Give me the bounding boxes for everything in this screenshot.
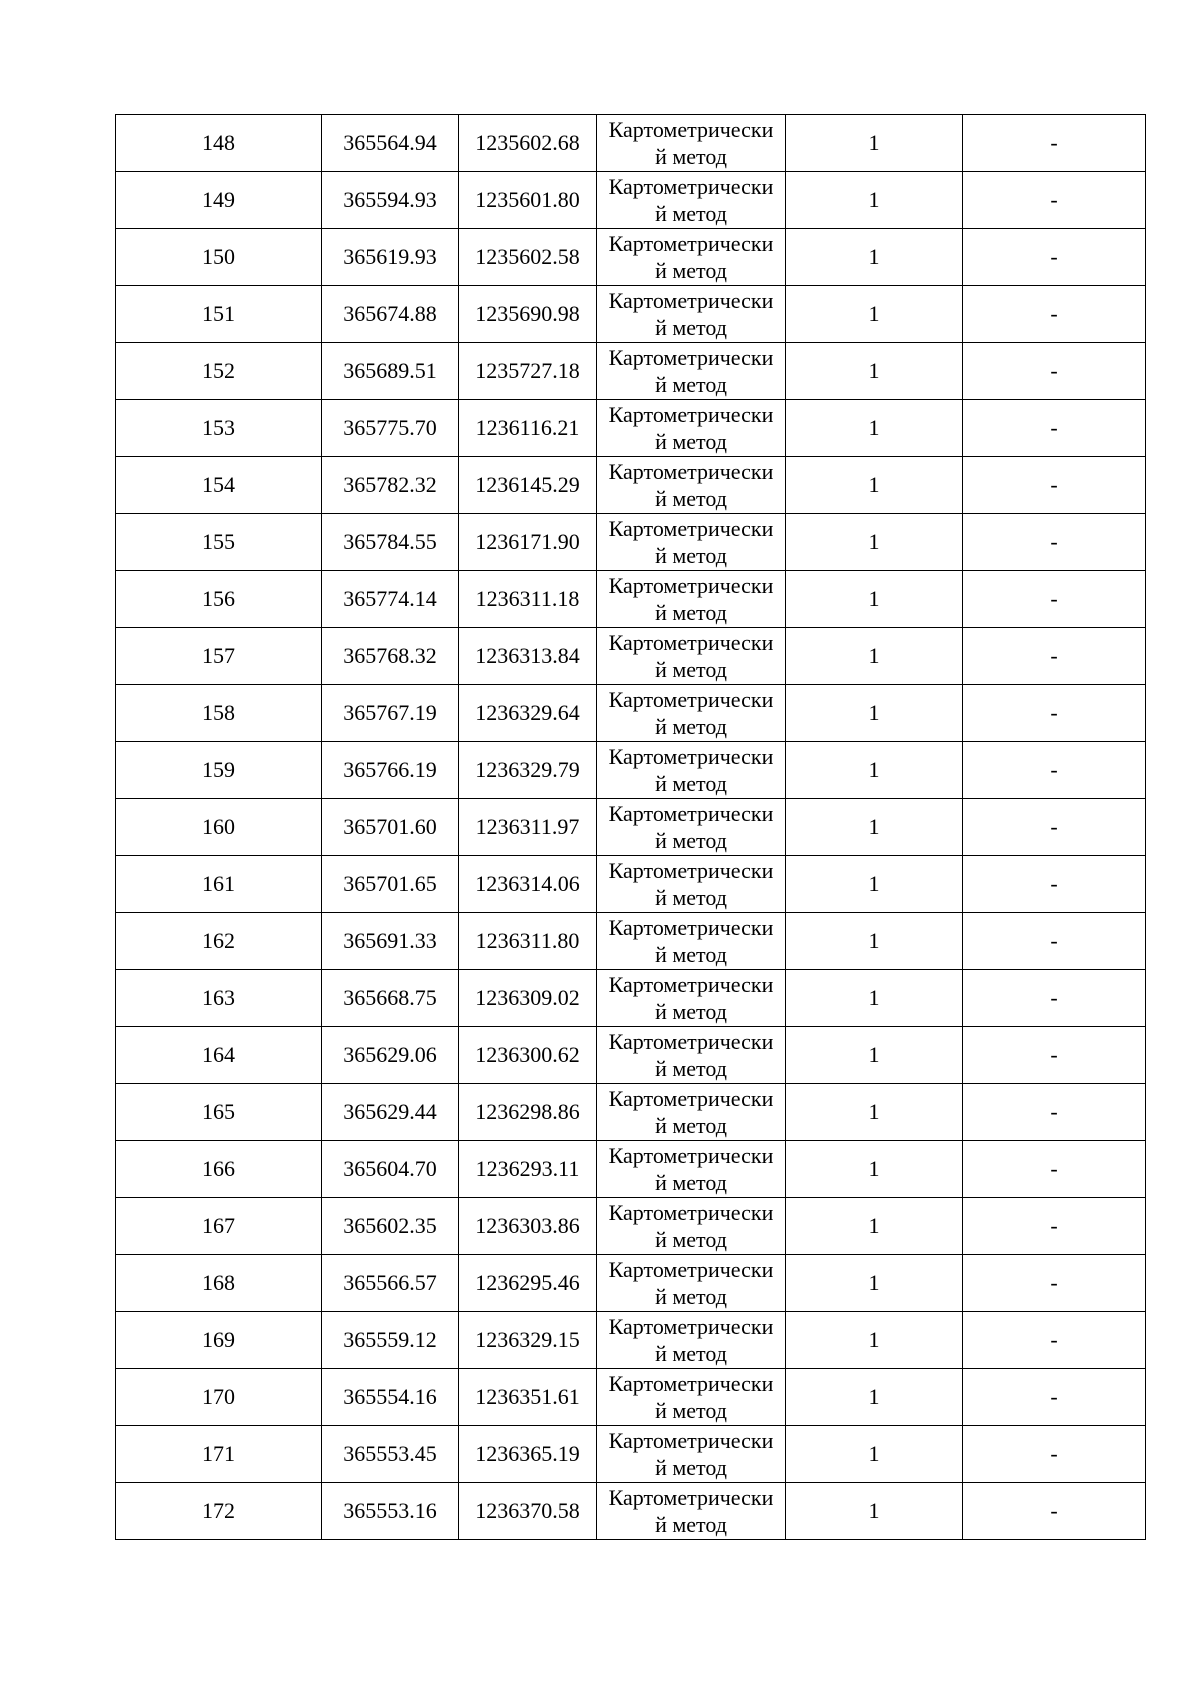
description-cell: - [963,286,1146,343]
accuracy-cell: 1 [786,571,963,628]
table-row [116,913,1146,970]
method-cell [597,1084,786,1141]
method-line-2: й метод [655,1227,727,1252]
method-line-1: Картометрически [608,915,774,940]
accuracy-cell: 1 [786,742,963,799]
table-row [116,1141,1146,1198]
point-number-cell: 153 [116,400,322,457]
y-coordinate-cell: 1236351.61 [459,1369,597,1426]
method-cell [597,685,786,742]
x-coordinate-cell: 365768.32 [322,628,459,685]
table-row [116,1084,1146,1141]
point-number-cell: 172 [116,1483,322,1540]
description-cell: - [963,115,1146,172]
accuracy-cell: 1 [786,343,963,400]
y-coordinate-cell: 1235690.98 [459,286,597,343]
y-coordinate-cell: 1236295.46 [459,1255,597,1312]
description-cell: - [963,856,1146,913]
x-coordinate-cell: 365774.14 [322,571,459,628]
y-coordinate-cell: 1235602.68 [459,115,597,172]
accuracy-cell: 1 [786,799,963,856]
coordinates-table [115,114,1146,1540]
method-line-1: Картометрически [608,402,774,427]
x-coordinate-cell: 365619.93 [322,229,459,286]
point-number-cell: 167 [116,1198,322,1255]
y-coordinate-cell: 1236145.29 [459,457,597,514]
y-coordinate-cell: 1236370.58 [459,1483,597,1540]
method-cell [597,343,786,400]
x-coordinate-cell: 365594.93 [322,172,459,229]
method-cell [597,1198,786,1255]
point-number-cell: 151 [116,286,322,343]
y-coordinate-cell: 1236303.86 [459,1198,597,1255]
table-row [116,172,1146,229]
x-coordinate-cell: 365602.35 [322,1198,459,1255]
description-cell: - [963,1312,1146,1369]
x-coordinate-cell: 365553.45 [322,1426,459,1483]
method-line-2: й метод [655,543,727,568]
accuracy-cell: 1 [786,856,963,913]
point-number-cell: 160 [116,799,322,856]
y-coordinate-cell: 1235601.80 [459,172,597,229]
table-row [116,457,1146,514]
description-cell: - [963,514,1146,571]
method-line-2: й метод [655,600,727,625]
description-cell: - [963,229,1146,286]
point-number-cell: 159 [116,742,322,799]
table-row [116,514,1146,571]
table-row [116,1255,1146,1312]
method-line-2: й метод [655,258,727,283]
method-line-1: Картометрически [608,1086,774,1111]
method-cell [597,1369,786,1426]
y-coordinate-cell: 1236365.19 [459,1426,597,1483]
description-cell: - [963,343,1146,400]
method-cell [597,172,786,229]
point-number-cell: 164 [116,1027,322,1084]
y-coordinate-cell: 1236300.62 [459,1027,597,1084]
method-line-1: Картометрически [608,630,774,655]
point-number-cell: 150 [116,229,322,286]
x-coordinate-cell: 365775.70 [322,400,459,457]
method-line-2: й метод [655,942,727,967]
accuracy-cell: 1 [786,1141,963,1198]
description-cell: - [963,400,1146,457]
method-line-2: й метод [655,1170,727,1195]
description-cell: - [963,1027,1146,1084]
table-row [116,400,1146,457]
method-line-2: й метод [655,1398,727,1423]
y-coordinate-cell: 1236329.64 [459,685,597,742]
point-number-cell: 165 [116,1084,322,1141]
description-cell: - [963,457,1146,514]
description-cell: - [963,628,1146,685]
x-coordinate-cell: 365553.16 [322,1483,459,1540]
accuracy-cell: 1 [786,400,963,457]
method-line-1: Картометрически [608,231,774,256]
table-row [116,343,1146,400]
y-coordinate-cell: 1236314.06 [459,856,597,913]
method-line-1: Картометрически [608,744,774,769]
method-line-1: Картометрически [608,801,774,826]
table-row [116,1312,1146,1369]
table-row [116,628,1146,685]
y-coordinate-cell: 1236313.84 [459,628,597,685]
description-cell: - [963,1369,1146,1426]
table-row [116,115,1146,172]
method-cell [597,856,786,913]
method-line-2: й метод [655,828,727,853]
method-cell [597,400,786,457]
y-coordinate-cell: 1235727.18 [459,343,597,400]
method-cell [597,970,786,1027]
x-coordinate-cell: 365689.51 [322,343,459,400]
x-coordinate-cell: 365782.32 [322,457,459,514]
y-coordinate-cell: 1236293.11 [459,1141,597,1198]
method-line-2: й метод [655,201,727,226]
point-number-cell: 155 [116,514,322,571]
point-number-cell: 166 [116,1141,322,1198]
y-coordinate-cell: 1236309.02 [459,970,597,1027]
accuracy-cell: 1 [786,628,963,685]
method-cell [597,1312,786,1369]
table-row [116,856,1146,913]
accuracy-cell: 1 [786,1084,963,1141]
accuracy-cell: 1 [786,514,963,571]
accuracy-cell: 1 [786,1255,963,1312]
method-line-1: Картометрически [608,1143,774,1168]
x-coordinate-cell: 365701.65 [322,856,459,913]
method-line-2: й метод [655,315,727,340]
table-row [116,1369,1146,1426]
x-coordinate-cell: 365566.57 [322,1255,459,1312]
method-cell [597,229,786,286]
table-row [116,970,1146,1027]
accuracy-cell: 1 [786,1312,963,1369]
description-cell: - [963,1483,1146,1540]
method-line-2: й метод [655,1341,727,1366]
method-line-1: Картометрически [608,972,774,997]
accuracy-cell: 1 [786,115,963,172]
method-cell [597,1483,786,1540]
method-line-2: й метод [655,999,727,1024]
point-number-cell: 154 [116,457,322,514]
table-row [116,685,1146,742]
method-cell [597,571,786,628]
accuracy-cell: 1 [786,229,963,286]
method-line-2: й метод [655,1113,727,1138]
accuracy-cell: 1 [786,1483,963,1540]
method-line-2: й метод [655,771,727,796]
x-coordinate-cell: 365629.44 [322,1084,459,1141]
table-row [116,571,1146,628]
table-row [116,1198,1146,1255]
y-coordinate-cell: 1236311.80 [459,913,597,970]
method-line-1: Картометрически [608,1029,774,1054]
table-row [116,1027,1146,1084]
method-line-1: Картометрически [608,1485,774,1510]
point-number-cell: 169 [116,1312,322,1369]
accuracy-cell: 1 [786,1198,963,1255]
point-number-cell: 156 [116,571,322,628]
method-line-1: Картометрически [608,174,774,199]
method-line-2: й метод [655,1455,727,1480]
coordinates-table-body [116,115,1146,1540]
method-line-1: Картометрически [608,1257,774,1282]
method-line-1: Картометрически [608,288,774,313]
y-coordinate-cell: 1236329.15 [459,1312,597,1369]
x-coordinate-cell: 365668.75 [322,970,459,1027]
method-cell [597,742,786,799]
x-coordinate-cell: 365554.16 [322,1369,459,1426]
method-cell [597,799,786,856]
method-line-2: й метод [655,885,727,910]
method-line-2: й метод [655,714,727,739]
description-cell: - [963,742,1146,799]
table-row [116,1483,1146,1540]
method-line-2: й метод [655,372,727,397]
point-number-cell: 148 [116,115,322,172]
method-line-1: Картометрически [608,858,774,883]
point-number-cell: 152 [116,343,322,400]
method-cell [597,457,786,514]
description-cell: - [963,1141,1146,1198]
point-number-cell: 158 [116,685,322,742]
table-row [116,286,1146,343]
method-cell [597,1141,786,1198]
method-line-2: й метод [655,1056,727,1081]
y-coordinate-cell: 1236311.18 [459,571,597,628]
description-cell: - [963,1426,1146,1483]
y-coordinate-cell: 1236311.97 [459,799,597,856]
method-line-1: Картометрически [608,1314,774,1339]
method-cell [597,1426,786,1483]
method-cell [597,913,786,970]
y-coordinate-cell: 1236298.86 [459,1084,597,1141]
x-coordinate-cell: 365767.19 [322,685,459,742]
method-line-1: Картометрически [608,117,774,142]
description-cell: - [963,172,1146,229]
y-coordinate-cell: 1236116.21 [459,400,597,457]
y-coordinate-cell: 1236171.90 [459,514,597,571]
table-row [116,799,1146,856]
method-line-1: Картометрически [608,459,774,484]
method-cell [597,115,786,172]
table-row [116,742,1146,799]
description-cell: - [963,970,1146,1027]
y-coordinate-cell: 1236329.79 [459,742,597,799]
x-coordinate-cell: 365701.60 [322,799,459,856]
x-coordinate-cell: 365629.06 [322,1027,459,1084]
accuracy-cell: 1 [786,286,963,343]
method-cell [597,514,786,571]
table-row [116,1426,1146,1483]
description-cell: - [963,913,1146,970]
method-line-1: Картометрически [608,516,774,541]
x-coordinate-cell: 365691.33 [322,913,459,970]
accuracy-cell: 1 [786,970,963,1027]
accuracy-cell: 1 [786,172,963,229]
method-line-1: Картометрически [608,687,774,712]
method-cell [597,1255,786,1312]
accuracy-cell: 1 [786,685,963,742]
point-number-cell: 163 [116,970,322,1027]
point-number-cell: 171 [116,1426,322,1483]
method-line-1: Картометрически [608,1200,774,1225]
description-cell: - [963,571,1146,628]
method-line-2: й метод [655,1284,727,1309]
method-line-2: й метод [655,486,727,511]
method-cell [597,286,786,343]
method-line-2: й метод [655,144,727,169]
method-line-2: й метод [655,429,727,454]
point-number-cell: 157 [116,628,322,685]
accuracy-cell: 1 [786,1426,963,1483]
y-coordinate-cell: 1235602.58 [459,229,597,286]
method-line-1: Картометрически [608,1428,774,1453]
description-cell: - [963,1084,1146,1141]
point-number-cell: 149 [116,172,322,229]
method-line-2: й метод [655,657,727,682]
x-coordinate-cell: 365766.19 [322,742,459,799]
description-cell: - [963,1255,1146,1312]
description-cell: - [963,1198,1146,1255]
description-cell: - [963,799,1146,856]
point-number-cell: 168 [116,1255,322,1312]
method-cell [597,628,786,685]
x-coordinate-cell: 365564.94 [322,115,459,172]
accuracy-cell: 1 [786,913,963,970]
x-coordinate-cell: 365604.70 [322,1141,459,1198]
x-coordinate-cell: 365784.55 [322,514,459,571]
point-number-cell: 162 [116,913,322,970]
point-number-cell: 161 [116,856,322,913]
method-cell [597,1027,786,1084]
method-line-2: й метод [655,1512,727,1537]
description-cell: - [963,685,1146,742]
method-line-1: Картометрически [608,345,774,370]
accuracy-cell: 1 [786,1027,963,1084]
point-number-cell: 170 [116,1369,322,1426]
method-line-1: Картометрически [608,1371,774,1396]
table-row [116,229,1146,286]
accuracy-cell: 1 [786,1369,963,1426]
x-coordinate-cell: 365674.88 [322,286,459,343]
x-coordinate-cell: 365559.12 [322,1312,459,1369]
accuracy-cell: 1 [786,457,963,514]
method-line-1: Картометрически [608,573,774,598]
